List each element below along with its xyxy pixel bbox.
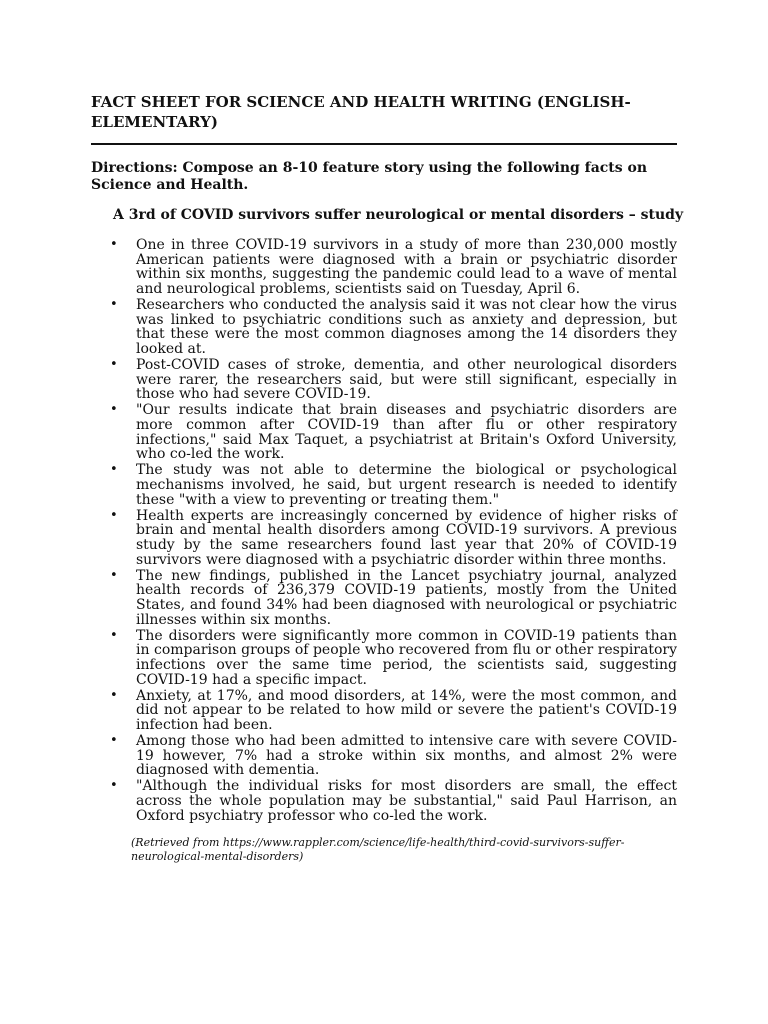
bullet-icon: • [110, 507, 118, 523]
bullet-icon: • [110, 778, 118, 794]
article-headline: A 3rd of COVID survivors suffer neurological or mental disorders – study [113, 207, 684, 223]
fact-text: One in three COVID-19 survivors in a study of more than 230,000 mostly American patients were diagnosed with a brain or psychiatric disorder within six months, suggesting the pandemic could lead to a wave of mental and neurological problems, scientists said on Tuesday, April 6. [136, 237, 677, 298]
bullet-icon: • [110, 687, 118, 703]
fact-text: Health experts are increasingly concerned by evidence of higher risks of brain and mental health disorders among COVID-19 survivors. A previous study by the same researchers found last year that 20% of COVID-19 survivors were diagnosed with a psychiatric disorder within three months. [136, 507, 677, 568]
fact-text: The study was not able to determine the biological or psychological mechanisms involved, he said, but urgent research is needed to identify these "with a view to preventing or treating them." [136, 462, 677, 508]
fact-text: "Our results indicate that brain diseases and psychiatric disorders are more common after COVID-19 than after flu or other respiratory infections," said Max Taquet, a psychiatrist at Britain's Oxford University, who co-led the work. [136, 402, 677, 463]
fact-text: Post-COVID cases of stroke, dementia, and other neurological disorders were rarer, the researchers said, but were still significant, especially in those who had severe COVID-19. [136, 357, 677, 403]
fact-item [91, 569, 677, 628]
bullet-icon: • [110, 237, 118, 252]
fact-item [91, 779, 677, 823]
fact-text: Anxiety, at 17%, and mood disorders, at 14%, were the most common, and did not appear to be related to how mild or severe the patient's COVID-19 infection had been. [136, 687, 677, 733]
fact-item [91, 629, 677, 688]
fact-text: The new findings, published in the Lancet psychiatry journal, analyzed health records of 236,379 COVID-19 patients, mostly from the United States, and found 34% had been diagnosed with neurological or psychiatric illnesses within six months. [136, 567, 677, 628]
bullet-icon: • [110, 357, 118, 372]
directions-text: Directions: Compose an 8-10 feature story using the following facts on Science and Health. [91, 160, 648, 193]
title-divider [91, 143, 677, 145]
fact-item [91, 358, 677, 402]
fact-item [91, 403, 677, 462]
source-citation: (Retrieved from https://www.rappler.com/science/life-health/third-covid-survivors-suffer- neurological-mental-disorders) [131, 836, 625, 863]
bullet-icon: • [110, 297, 118, 312]
page-title: FACT SHEET FOR SCIENCE AND HEALTH WRITING (ENGLISH-ELEMENTARY) [91, 93, 631, 131]
fact-item [91, 689, 677, 733]
bullet-icon: • [110, 627, 118, 643]
bullet-icon: • [110, 732, 118, 748]
fact-text: Among those who had been admitted to intensive care with severe COVID-19 however, 7% had a stroke within six months, and almost 2% were diagnosed with dementia. [136, 732, 677, 779]
fact-text: Researchers who conducted the analysis said it was not clear how the virus was linked to psychiatric conditions such as anxiety and depression, but that these were the most common diagnoses among the 14 disorders they looked at. [136, 297, 677, 358]
fact-item [91, 238, 677, 297]
bullet-icon: • [110, 462, 118, 478]
fact-item [91, 734, 677, 778]
fact-item [91, 463, 677, 507]
facts-list [91, 238, 677, 824]
fact-text: The disorders were significantly more common in COVID-19 patients than in comparison groups of people who recovered from flu or other respiratory infections over the same time period, the scientists said, suggesting COVID-19 had a specific impact. [136, 627, 677, 688]
bullet-icon: • [110, 567, 118, 583]
bullet-icon: • [110, 402, 118, 418]
fact-item [91, 298, 677, 357]
fact-text: "Although the individual risks for most disorders are small, the effect across the whole population may be substantial," said Paul Harrison, an Oxford psychiatry professor who co-led the work. [136, 778, 677, 824]
fact-item [91, 509, 677, 568]
